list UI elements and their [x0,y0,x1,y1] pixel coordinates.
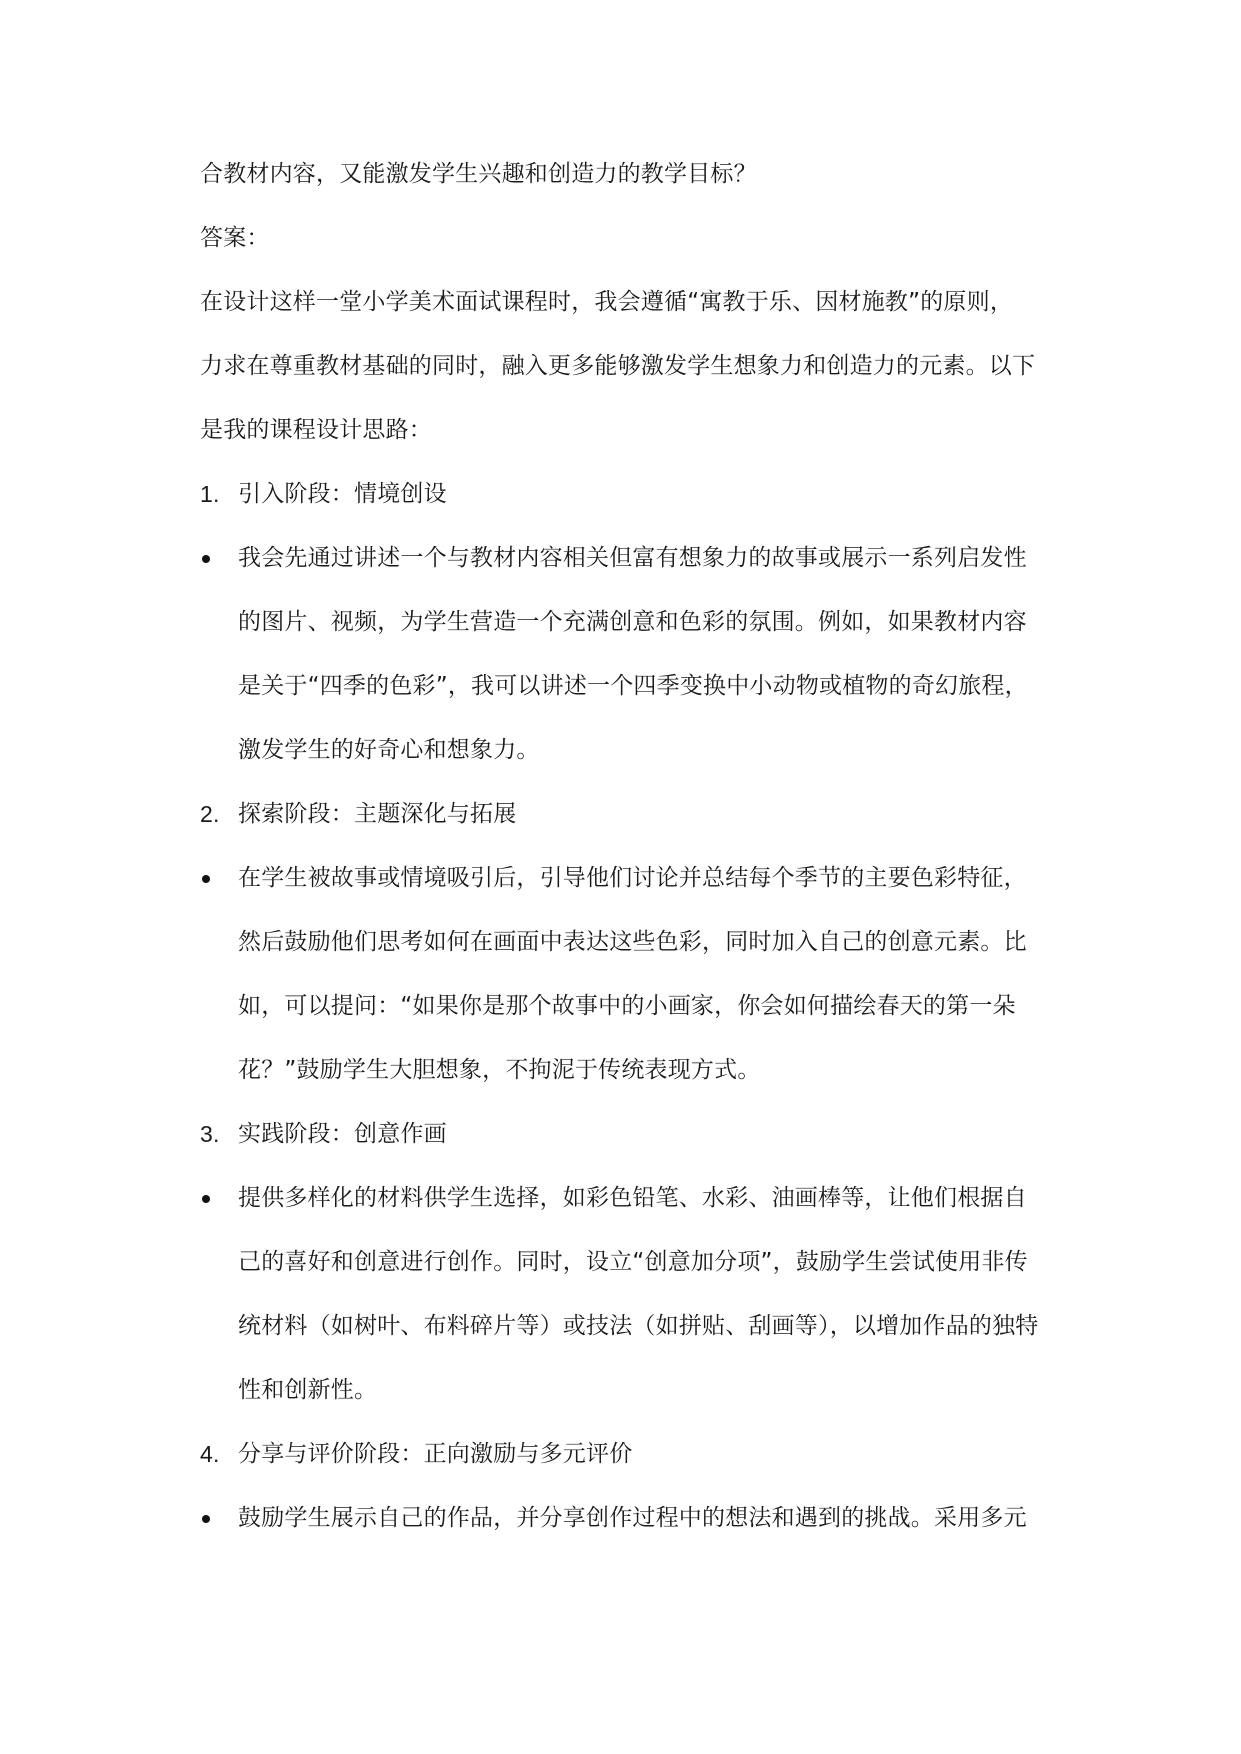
bullet-line: 如，可以提问：“如果你是那个故事中的小画家，你会如何描绘春天的第一朵 [238,993,1016,1019]
bullet-line: 提供多样化的材料供学生选择，如彩色铅笔、水彩、油画棒等，让他们根据自 [238,1185,1027,1211]
bullet-item [200,1486,1085,1550]
bullet-text [238,846,1085,1102]
section-title: 实践阶段：创意作画 [238,1121,447,1147]
bullet-line: 统材料（如树叶、布料碎片等）或技法（如拼贴、刮画等），以增加作品的独特 [238,1313,1039,1339]
section-heading-1 [200,462,1085,526]
bullet-icon [200,1486,238,1550]
bullet-icon [200,1166,238,1422]
bullet-text [238,1166,1085,1422]
bullet-icon [200,526,238,782]
bullet-line: 己的喜好和创意进行创作。同时，设立“创意加分项”，鼓励学生尝试使用非传 [238,1249,1028,1275]
bullet-line: 鼓励学生展示自己的作品，并分享创作过程中的想法和遇到的挑战。采用多元 [238,1505,1027,1531]
bullet-line: 是关于“四季的色彩”，我可以讲述一个四季变换中小动物或植物的奇幻旅程， [238,673,1028,699]
bullet-item [200,846,1085,1102]
answer-label: 答案： [200,225,270,251]
section-number: 4. [200,1441,220,1467]
section-heading-3 [200,1102,1085,1166]
bullet-line: 激发学生的好奇心和想象力。 [238,737,540,763]
section-number: 2. [200,801,220,827]
bullet-line: 性和创新性。 [238,1377,378,1403]
bullet-line: 的图片、视频，为学生营造一个充满创意和色彩的氛围。例如，如果教材内容 [238,609,1027,635]
bullet-line: 花？”鼓励学生大胆想象，不拘泥于传统表现方式。 [238,1057,761,1083]
intro-line: 是我的课程设计思路： [200,417,432,443]
bullet-icon [200,846,238,1102]
section-heading-2 [200,782,1085,846]
section-number: 1. [200,481,220,507]
section-heading-4 [200,1422,1085,1486]
bullet-line: 我会先通过讲述一个与教材内容相关但富有想象力的故事或展示一系列启发性 [238,545,1027,571]
section-number: 3. [200,1121,220,1147]
bullet-line: 然后鼓励他们思考如何在画面中表达这些色彩，同时加入自己的创意元素。比 [238,929,1027,955]
bullet-line: 在学生被故事或情境吸引后，引导他们讨论并总结每个季节的主要色彩特征， [238,865,1027,891]
document-body [200,142,1085,1550]
section-title: 引入阶段：情境创设 [238,481,447,507]
section-title: 探索阶段：主题深化与拓展 [238,801,517,827]
bullet-item [200,526,1085,782]
bullet-text [238,526,1085,782]
bullet-text [238,1486,1085,1550]
intro-line: 在设计这样一堂小学美术面试课程时，我会遵循“寓教于乐、因材施教”的原则， [200,289,1014,315]
section-title: 分享与评价阶段：正向激励与多元评价 [238,1441,633,1467]
bullet-item [200,1166,1085,1422]
intro-line: 力求在尊重教材基础的同时，融入更多能够激发学生想象力和创造力的元素。以下 [200,353,1036,379]
intro-line: 合教材内容，又能激发学生兴趣和创造力的教学目标？ [200,161,757,187]
